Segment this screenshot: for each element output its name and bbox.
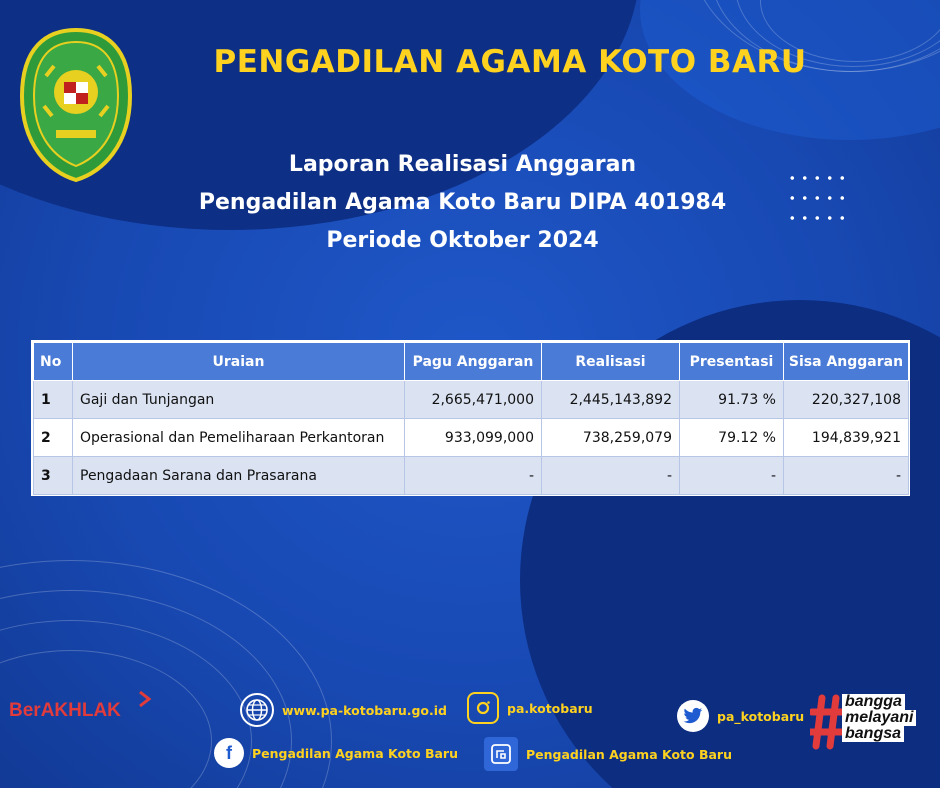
column-header-uraian: Uraian (73, 343, 405, 381)
cell-no: 1 (34, 381, 73, 419)
column-header-realisasi: Realisasi (542, 343, 680, 381)
instagram-link[interactable] (467, 692, 593, 724)
cell-uraian: Operasional dan Pemeliharaan Perkantoran (73, 419, 405, 457)
instagram-text: pa.kotobaru (507, 700, 593, 716)
cell-realisasi: 2,445,143,892 (542, 381, 680, 419)
social-app-icon (484, 737, 518, 771)
cell-uraian: Gaji dan Tunjangan (73, 381, 405, 419)
table-row (34, 419, 909, 457)
social-app-link[interactable] (484, 737, 732, 771)
hashtag-icon (810, 694, 846, 750)
facebook-icon: f (214, 738, 244, 768)
column-header-no: No (34, 343, 73, 381)
cell-presentasi: 79.12 % (680, 419, 784, 457)
berakhlak-logo (9, 700, 121, 722)
cell-pagu: 933,099,000 (405, 419, 542, 457)
bangga-text: bangga (842, 694, 905, 710)
melayani-text: melayani (842, 710, 916, 726)
budget-table (31, 340, 910, 496)
report-title-line: Laporan Realisasi Anggaran (288, 152, 637, 177)
cell-uraian: Pengadaan Sarana dan Prasarana (73, 457, 405, 495)
cell-pagu: - (405, 457, 542, 495)
twitter-text: pa_kotobaru (717, 708, 805, 724)
bangsa-text: bangsa (842, 726, 904, 742)
report-title (120, 146, 805, 260)
cell-sisa: 220,327,108 (784, 381, 909, 419)
cell-no: 3 (34, 457, 73, 495)
cell-sisa: 194,839,921 (784, 419, 909, 457)
cell-realisasi: 738,259,079 (542, 419, 680, 457)
cell-no: 2 (34, 419, 73, 457)
column-header-sisa: Sisa Anggaran (784, 343, 909, 381)
facebook-text: Pengadilan Agama Koto Baru (252, 745, 458, 761)
organization-title: PENGADILAN AGAMA KOTO BARU (213, 44, 807, 80)
berakhlak-text: AKHLAK (40, 700, 121, 721)
cell-sisa: - (784, 457, 909, 495)
bangga-melayani-bangsa-logo (810, 694, 934, 750)
social-app-text: Pengadilan Agama Koto Baru (526, 746, 732, 762)
instagram-icon (467, 692, 499, 724)
twitter-icon (677, 700, 709, 732)
globe-icon (240, 693, 274, 727)
website-text: www.pa-kotobaru.go.id (282, 702, 448, 718)
table-header-row (34, 343, 909, 381)
table-row (34, 381, 909, 419)
facebook-link[interactable] (214, 738, 458, 768)
report-title-line: Pengadilan Agama Koto Baru DIPA 401984 (198, 190, 727, 215)
cell-presentasi: 91.73 % (680, 381, 784, 419)
column-header-presentasi: Presentasi (680, 343, 784, 381)
berakhlak-text: Ber (9, 700, 41, 721)
table-row (34, 457, 909, 495)
website-link[interactable] (240, 693, 447, 727)
cell-presentasi: - (680, 457, 784, 495)
twitter-link[interactable] (677, 700, 804, 732)
chevron-right-icon (138, 690, 152, 708)
cell-pagu: 2,665,471,000 (405, 381, 542, 419)
court-emblem-icon (16, 26, 136, 184)
report-title-line: Periode Oktober 2024 (326, 228, 599, 253)
column-header-pagu: Pagu Anggaran (405, 343, 542, 381)
cell-realisasi: - (542, 457, 680, 495)
